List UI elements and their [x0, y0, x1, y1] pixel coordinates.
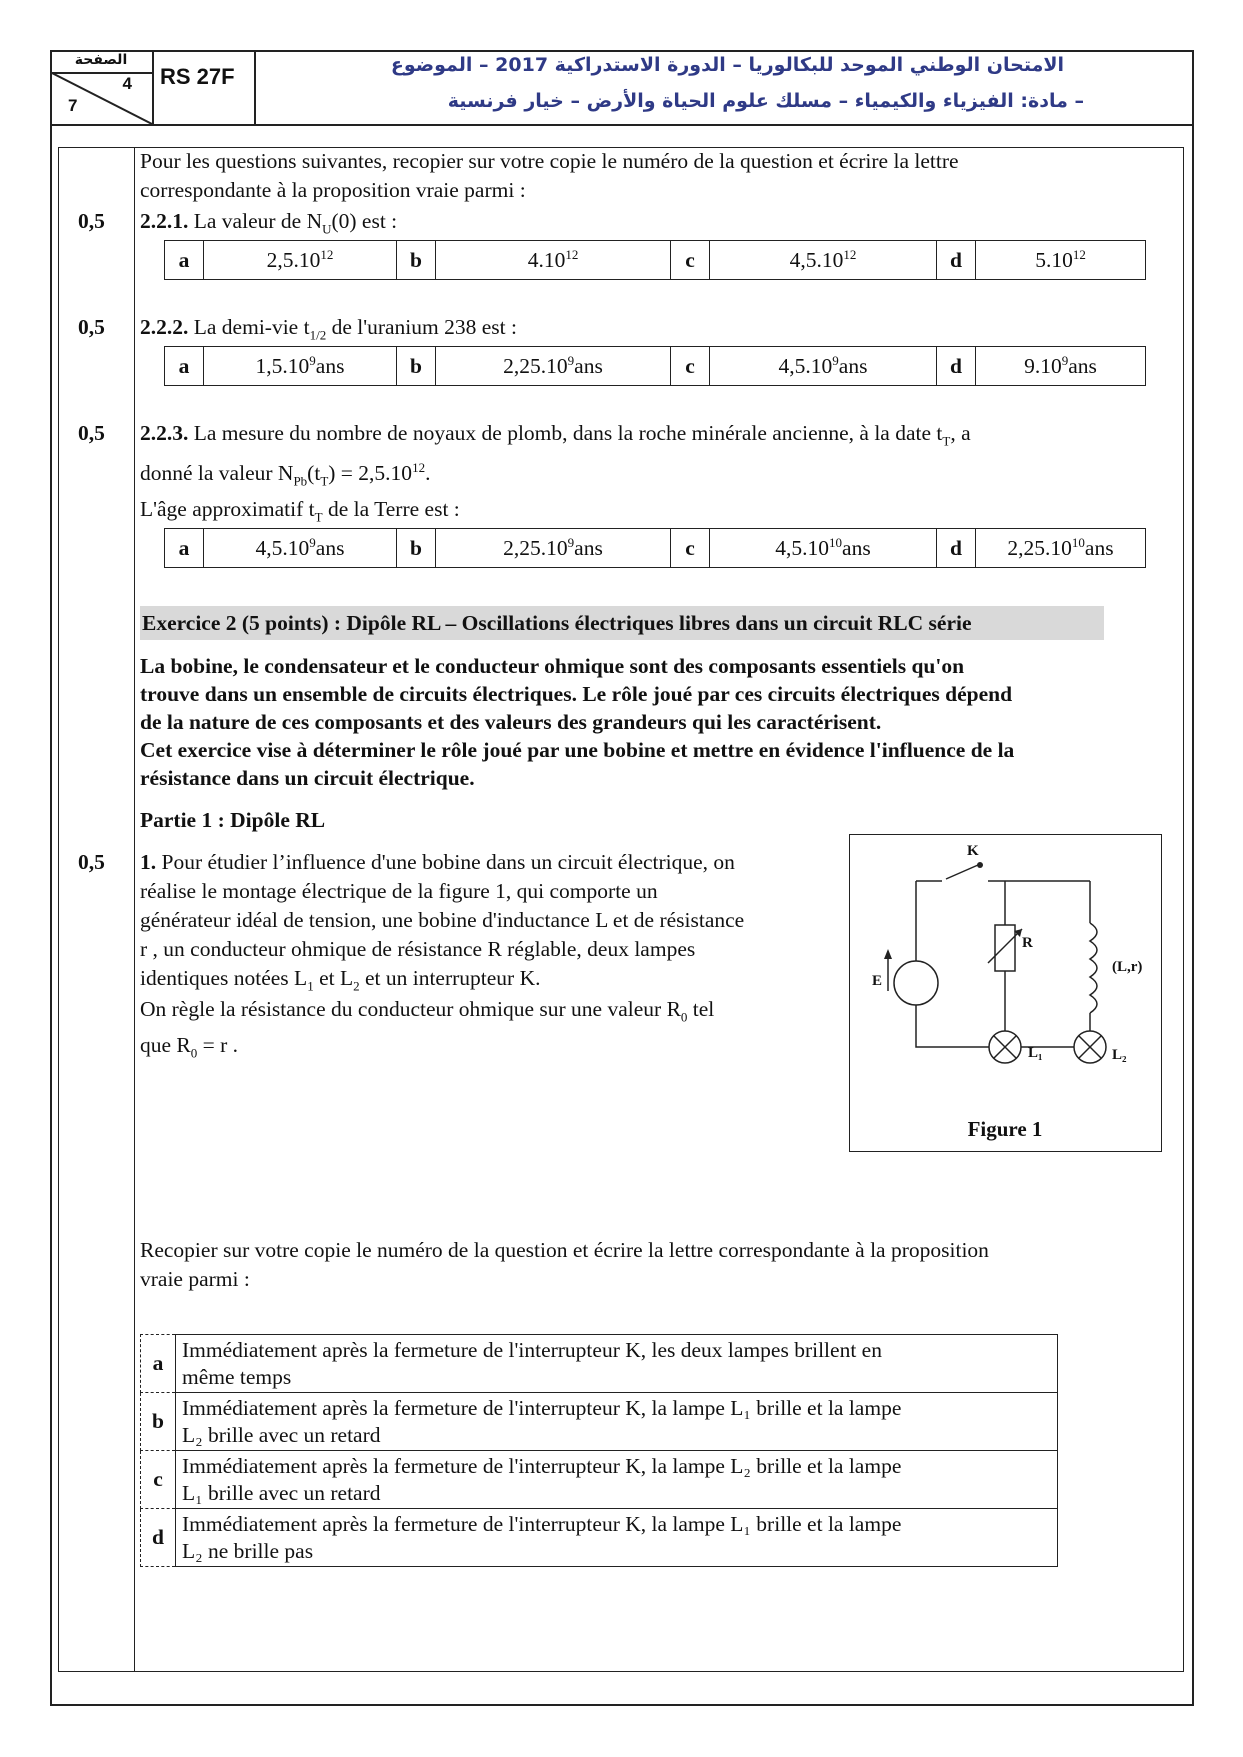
q223-option-d[interactable]: 2,25.10$^{10}$ans: [976, 529, 1146, 568]
intro-line-2: correspondante à la proposition vraie parmi :: [140, 178, 526, 202]
q1-line-2: réalise le montage électrique de la figure 1, qui comporte un: [140, 879, 658, 903]
page-header: [50, 50, 1194, 126]
q1-line-5: identiques notées $L_1$ et $L_2$ et un interrupteur K.: [140, 966, 541, 994]
page-number-box: [50, 50, 154, 124]
label-l1: L₁: [1028, 1045, 1043, 1061]
q221-choices: [164, 240, 1146, 280]
q223-option-c[interactable]: 4,5.10$^{10}$ans: [710, 529, 937, 568]
generator-arrow: [884, 949, 892, 959]
exercise-2-intro-1: La bobine, le condensateur et le conducteur ohmique sont des composants essentiels qu'on: [140, 654, 965, 678]
q223-option-d-letter[interactable]: d: [937, 529, 976, 568]
label-k: K: [967, 843, 979, 859]
page-diagonal: [50, 72, 152, 124]
q1-option-b[interactable]: Immédiatement après la fermeture de l'interrupteur K, la lampe L₁ brille et la lampe L₂ brille avec un retard: [176, 1393, 1058, 1451]
intro-line-1: Pour les questions suivantes, recopier sur votre copie le numéro de la question et écrire la lettre: [140, 149, 959, 173]
q1-line-6: On règle la résistance du conducteur ohmique sur une valeur $R_0$ tel: [140, 997, 715, 1025]
q1-option-a-letter[interactable]: a: [141, 1335, 176, 1393]
q1-option-c[interactable]: Immédiatement après la fermeture de l'interrupteur K, la lampe L₂ brille et la lampe L₁ brille avec un retard: [176, 1451, 1058, 1509]
q1-options-table: [140, 1334, 1058, 1567]
page-label: الصفحة: [50, 50, 152, 74]
q1-option-row[interactable]: [141, 1451, 1058, 1509]
q222-option-d[interactable]: 9.10$^9$ans: [976, 347, 1146, 386]
page-total: 7: [68, 96, 78, 115]
q222-option-b[interactable]: 2,25.10$^9$ans: [436, 347, 671, 386]
q1-option-b-letter[interactable]: b: [141, 1393, 176, 1451]
q222-points: 0,5: [78, 315, 105, 339]
exercise-2-intro-4: Cet exercice vise à déterminer le rôle joué par une bobine et mettre en évidence l'influence de la: [140, 738, 1015, 762]
q1-option-row[interactable]: [141, 1393, 1058, 1451]
q1-points: 0,5: [78, 850, 105, 874]
q221-option-d-letter[interactable]: d: [937, 241, 976, 280]
q1-line-1: 1. Pour étudier l’influence d'une bobine dans un circuit électrique, on: [140, 850, 735, 874]
q221-option-a[interactable]: 2,5.10$^{12}$: [204, 241, 397, 280]
q223-points: 0,5: [78, 421, 105, 445]
exam-subject-arabic: – مادة: الفيزياء والكيمياء – مسلك علوم الحياة والأرض – خيار فرنسية: [447, 90, 1084, 112]
q222-option-d-letter[interactable]: d: [937, 347, 976, 386]
exam-title-arabic: الامتحان الوطني الموحد للبكالوريا – الدورة الاستدراكية 2017 – الموضوع: [390, 54, 1064, 76]
q221-option-b-letter[interactable]: b: [397, 241, 436, 280]
exercise-2-intro-3: de la nature de ces composants et des valeurs des grandeurs qui les caractérisent.: [140, 710, 882, 734]
exercise-2-title: Exercice 2 (5 points) : Dipôle RL – Oscillations électriques libres dans un circuit RLC série: [140, 606, 1104, 640]
exam-code: RS 27F: [154, 50, 256, 124]
q222-option-b-letter[interactable]: b: [397, 347, 436, 386]
q1-option-row[interactable]: [141, 1335, 1058, 1393]
figure-caption: Figure 1: [967, 1117, 1043, 1141]
q223-option-b[interactable]: 2,25.10$^9$ans: [436, 529, 671, 568]
points-column-divider: [134, 147, 135, 1672]
q1-option-c-letter[interactable]: c: [141, 1451, 176, 1509]
q1-option-d[interactable]: Immédiatement après la fermeture de l'interrupteur K, la lampe L₁ brille et la lampe L₂ ne brille pas: [176, 1509, 1058, 1567]
recopy-line-1: Recopier sur votre copie le numéro de la question et écrire la lettre correspondante à la proposition: [140, 1238, 989, 1262]
q221-option-b[interactable]: 4.10$^{12}$: [436, 241, 671, 280]
q223-option-b-letter[interactable]: b: [397, 529, 436, 568]
q221-points: 0,5: [78, 209, 105, 233]
q223-line-3: L'âge approximatif $t_T$ de la Terre est :: [140, 497, 460, 525]
q223-line-1: 2.2.3. La mesure du nombre de noyaux de plomb, dans la roche minérale ancienne, à la date $t_T$, a: [140, 421, 971, 449]
q222-choices: [164, 346, 1146, 386]
page-current: 4: [122, 74, 132, 93]
q222-option-a[interactable]: 1,5.10$^9$ans: [204, 347, 397, 386]
recopy-line-2: vraie parmi :: [140, 1267, 250, 1291]
figure-1: [849, 834, 1162, 1152]
q221-option-d[interactable]: 5.10$^{12}$: [976, 241, 1146, 280]
label-lr: (L,r): [1112, 959, 1143, 975]
q223-choices: [164, 528, 1146, 568]
circuit-diagram: [850, 835, 1160, 1150]
label-l2: L₂: [1112, 1047, 1127, 1063]
q222-option-c-letter[interactable]: c: [671, 347, 710, 386]
label-r: R: [1022, 935, 1033, 951]
exercise-2-intro-5: résistance dans un circuit électrique.: [140, 766, 475, 790]
q1-option-d-letter[interactable]: d: [141, 1509, 176, 1567]
q223-option-a-letter[interactable]: a: [165, 529, 204, 568]
q1-line-7: que $R_0 = r$ .: [140, 1033, 239, 1061]
q221-option-a-letter[interactable]: a: [165, 241, 204, 280]
label-e: E: [872, 973, 883, 989]
q223-line-2: donné la valeur $N_{Pb}(t_T) = 2,5.10^{12}$.: [140, 459, 431, 489]
q1-line-3: générateur idéal de tension, une bobine d'inductance L et de résistance: [140, 908, 745, 932]
q223-option-a[interactable]: 4,5.10$^9$ans: [204, 529, 397, 568]
q221-option-c-letter[interactable]: c: [671, 241, 710, 280]
q223-option-c-letter[interactable]: c: [671, 529, 710, 568]
q1-option-row[interactable]: [141, 1509, 1058, 1567]
q1-line-4: r , un conducteur ohmique de résistance R réglable, deux lampes: [140, 937, 696, 961]
q221-text: 2.2.1. La valeur de $N_U(0)$ est :: [140, 209, 398, 237]
q222-option-c[interactable]: 4,5.10$^9$ans: [710, 347, 937, 386]
q222-text: 2.2.2. La demi-vie $t_{1/2}$ de l'uranium 238 est :: [140, 315, 517, 343]
q1-option-a[interactable]: Immédiatement après la fermeture de l'interrupteur K, les deux lampes brillent en même temps: [176, 1335, 1058, 1393]
q222-option-a-letter[interactable]: a: [165, 347, 204, 386]
exercise-2-intro-2: trouve dans un ensemble de circuits électriques. Le rôle joué par ces circuits électriques dépend: [140, 682, 1013, 706]
part-1-title: Partie 1 : Dipôle RL: [140, 808, 326, 832]
q221-option-c[interactable]: 4,5.10$^{12}$: [710, 241, 937, 280]
